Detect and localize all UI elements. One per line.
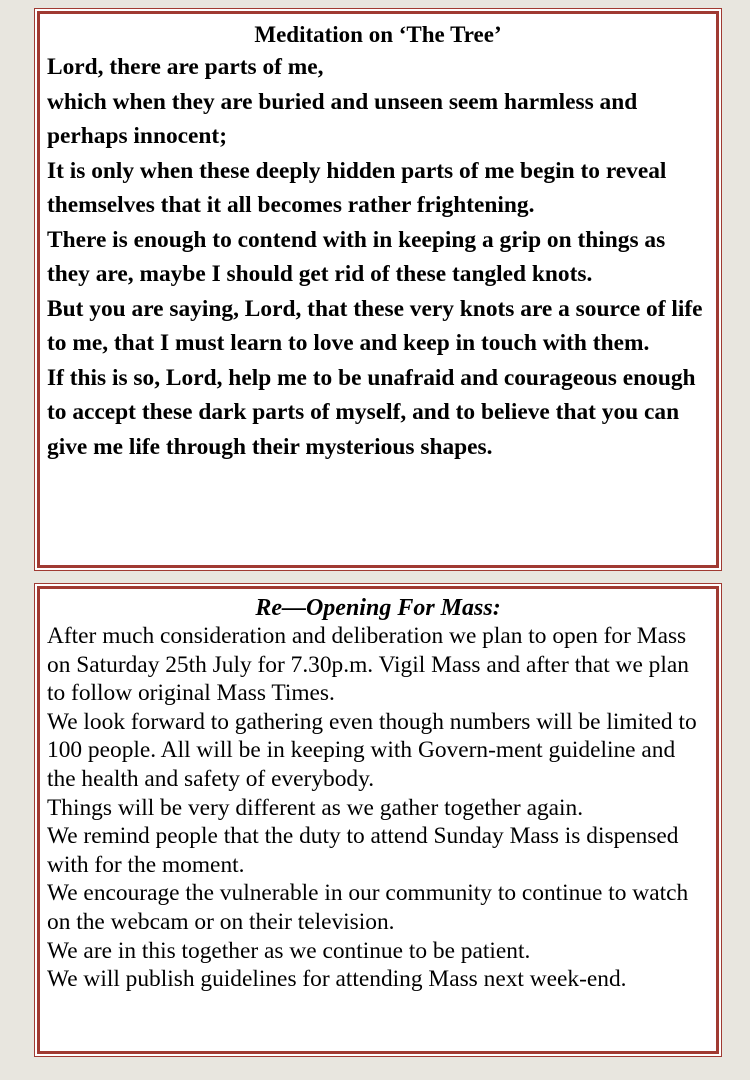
meditation-line: It is only when these deeply hidden parts of me begin to reveal themselves that it all becomes rather frightening. — [47, 157, 667, 218]
notice-line: We will publish guidelines for attending Mass next week-end. — [47, 966, 627, 993]
notice-line: Things will be very different as we gather together again. — [47, 794, 584, 821]
notice-text — [47, 622, 709, 994]
notice-line: We encourage the vulnerable in our community to continue to watch on the webcam or on their television. — [47, 880, 689, 935]
notice-line: We remind people that the duty to attend Sunday Mass is dispensed with for the moment. — [47, 823, 679, 878]
reopening-notice-box — [34, 583, 722, 1057]
meditation-title: Meditation on ‘The Tree’ — [254, 22, 502, 47]
meditation-line: But you are saying, Lord, that these very knots are a source of life to me, that I must learn to love and keep in touch with them. — [47, 295, 703, 356]
meditation-line: There is enough to contend with in keeping a grip on things as they are, maybe I should get rid of these tangled knots. — [47, 226, 666, 287]
meditation-box — [34, 8, 722, 571]
notice-title: Re—Opening For Mass: — [255, 595, 501, 621]
notice-line: We look forward to gathering even though numbers will be limited to 100 people. All will be in keeping with Govern-ment guideline and the health and safety of everybody. — [47, 708, 697, 792]
meditation-line: which when they are buried and unseen seem harmless and perhaps innocent; — [47, 88, 638, 149]
notice-line: We are in this together as we continue to be patient. — [47, 937, 531, 964]
meditation-line: If this is so, Lord, help me to be unafraid and courageous enough to accept these dark parts of myself, and to believe that you can give me life through their mysterious shapes. — [47, 364, 696, 460]
meditation-line: Lord, there are parts of me, — [47, 54, 324, 80]
notice-line: After much consideration and deliberation we plan to open for Mass on Saturday 25th July for 7.30p.m. Vigil Mass and after that we plan to follow original Mass Times. — [47, 623, 689, 707]
meditation-text — [47, 50, 709, 464]
